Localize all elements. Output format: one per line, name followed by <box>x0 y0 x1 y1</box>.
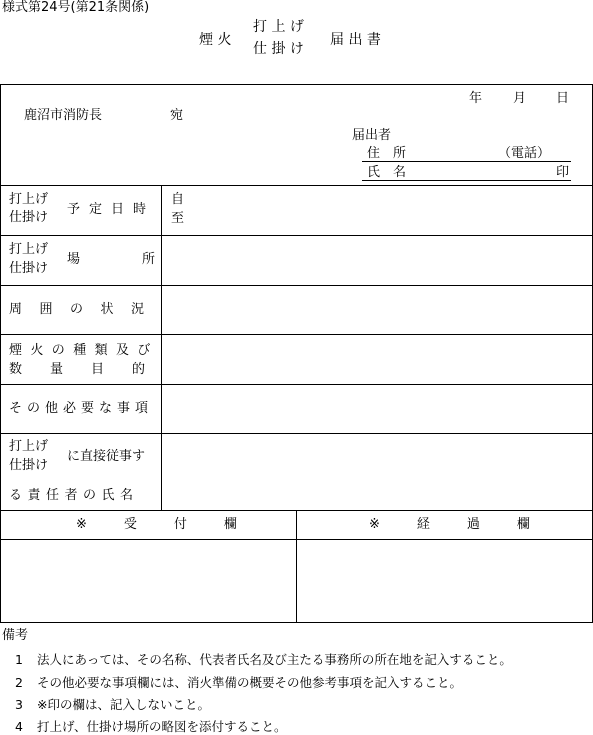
address-underline <box>362 161 571 162</box>
surroundings-label <box>9 302 162 317</box>
responsible-prefix-shikake: 仕掛け <box>9 458 49 473</box>
schedule-prefix-shikake: 仕掛け <box>9 210 49 225</box>
responsible-prefix-uchiage: 打上げ <box>9 439 49 454</box>
table-bottom-border <box>0 622 593 623</box>
title-uchiage: 打 上 げ <box>253 19 304 35</box>
remarks-heading: 備考 <box>2 628 29 643</box>
place-label-sho: 所 <box>142 252 156 267</box>
remark-number: 2 <box>15 675 23 690</box>
remark-text: 法人にあっては、その名称、代表者氏名及び主たる事務所の所在地を記入すること。 <box>37 652 512 667</box>
place-prefix-shikake: 仕掛け <box>9 261 49 276</box>
title-shikake: 仕 掛 け <box>253 41 304 57</box>
date-month-label: 月 <box>513 91 527 106</box>
other-items-value-cell[interactable] <box>162 385 591 432</box>
title-notification: 届 出 書 <box>330 32 381 48</box>
progress-header: ※ 経 過 欄 <box>369 517 542 532</box>
remark-item <box>15 699 210 712</box>
address-label: 住 所 <box>367 146 407 161</box>
fireworks-label-line2: 数量目的 <box>9 362 174 377</box>
table-top-border <box>0 84 593 85</box>
recipient-name: 鹿沼市消防長 <box>24 108 103 123</box>
place-prefix-uchiage: 打上げ <box>9 242 49 257</box>
place-value-cell[interactable] <box>162 236 591 284</box>
recipient-honorific: 宛 <box>170 108 184 123</box>
progress-cell[interactable] <box>297 540 591 621</box>
remark-text: その他必要な事項欄には、消火準備の概要その他参考事項を記入すること。 <box>37 675 463 690</box>
remark-number: 1 <box>15 652 23 667</box>
schedule-prefix-uchiage: 打上げ <box>9 192 49 207</box>
schedule-to: 至 <box>171 211 185 226</box>
remark-item <box>15 721 287 734</box>
remark-item <box>15 677 462 690</box>
name-label: 氏 名 <box>367 165 407 180</box>
remark-item <box>15 654 512 667</box>
fireworks-label-line1: 煙火の種類及び <box>9 343 159 358</box>
remark-number: 3 <box>15 697 23 712</box>
responsible-label-line2: る責任者の氏名 <box>9 488 139 503</box>
surroundings-label-text: 周囲の状況 <box>9 302 162 317</box>
remark-text: 打上げ、仕掛け場所の略図を添付すること。 <box>37 719 287 734</box>
date-day-label: 日 <box>556 91 570 106</box>
schedule-value-cell[interactable] <box>186 186 591 234</box>
phone-label: （電話） <box>498 146 551 161</box>
reception-header: ※ 受 付 欄 <box>76 517 249 532</box>
remark-number: 4 <box>15 719 23 734</box>
form-number: 様式第24号(第21条関係) <box>2 0 150 15</box>
responsible-value-cell[interactable] <box>162 434 591 509</box>
seal-mark: 印 <box>556 165 570 180</box>
remark-text: ※印の欄は、記入しないこと。 <box>37 697 210 712</box>
other-items-label: その他必要な事項 <box>9 401 154 416</box>
name-underline <box>362 180 571 181</box>
fireworks-value-cell[interactable] <box>162 335 591 383</box>
title-fireworks: 煙 火 <box>199 32 232 48</box>
date-year-label: 年 <box>469 91 483 106</box>
notifier-label: 届出者 <box>352 128 392 143</box>
reception-cell[interactable] <box>1 540 295 621</box>
place-label-ba: 場 <box>67 252 81 267</box>
schedule-from: 自 <box>171 192 185 207</box>
responsible-label-line1: に直接従事す <box>67 449 146 464</box>
surroundings-value-cell[interactable] <box>162 286 591 333</box>
schedule-label: 予定日時 <box>67 202 156 217</box>
